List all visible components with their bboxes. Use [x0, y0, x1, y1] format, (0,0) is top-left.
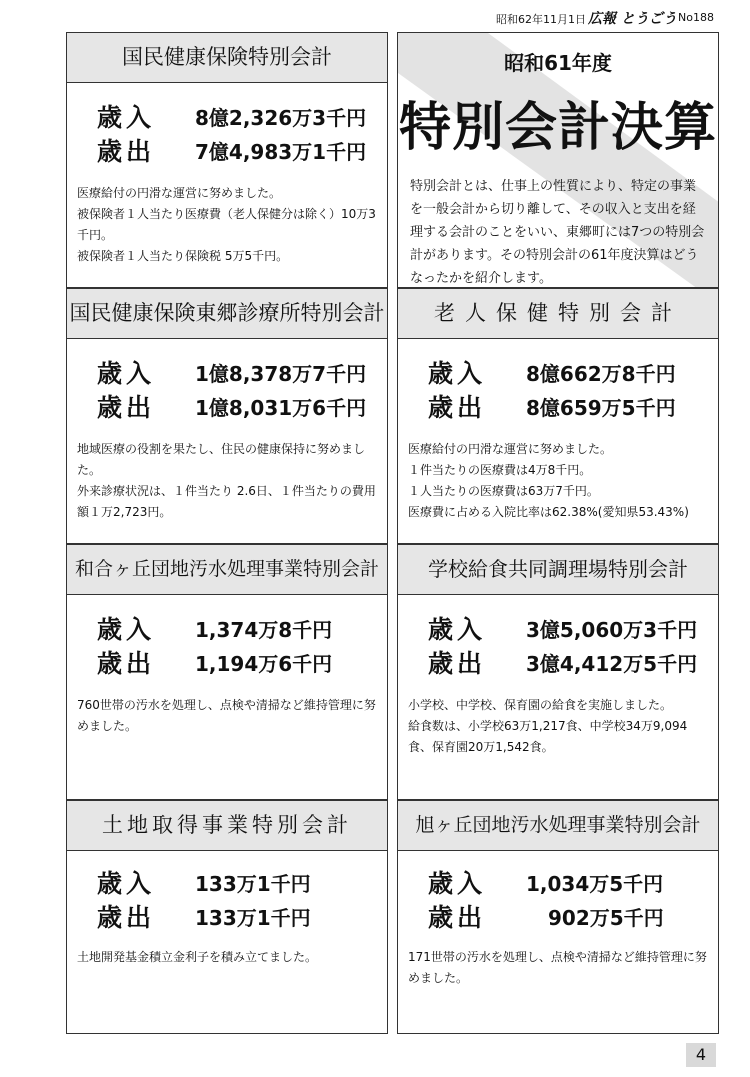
note: 外来診療状況は、１件当たり 2.6日、１件当たりの費用額１万2,723円。 — [77, 484, 376, 519]
account-title: 国民健康保険特別会計 — [67, 33, 387, 83]
note: 医療費に占める入院比率は62.38%(愛知県53.43%) — [408, 505, 689, 519]
revenue-label: 歳入 — [97, 869, 156, 898]
account-title: 旭ヶ丘団地汚水処理事業特別会計 — [398, 801, 718, 851]
account-notes — [77, 947, 377, 968]
revenue-amount: 133万1千円 — [195, 872, 311, 896]
feature-intro: 特別会計とは、仕事上の性質により、特定の事業を一般会計から切り離して、その収入と支出を経理する会計のことをいい、東郷町には7つの特別会計があります。その特別会計の61年度決算はどうなったかを紹介します。 — [410, 179, 705, 286]
publication-logo: 広報 とうごう — [588, 11, 677, 27]
account-notes — [408, 947, 708, 989]
expenditure-amount: 133万1千円 — [195, 906, 311, 930]
expenditure-amount: 3億4,412万5千円 — [526, 652, 698, 676]
note: 被保険者１人当たり保険税 5万5千円。 — [77, 249, 289, 263]
account-panel-national-health-insurance — [66, 32, 388, 288]
account-notes — [77, 183, 377, 267]
expenditure-label: 歳出 — [428, 649, 487, 678]
note: １人当たりの医療費は63万7千円。 — [408, 484, 599, 498]
revenue-label: 歳入 — [97, 615, 156, 644]
note: 土地開発基金積立金利子を積み立てました。 — [77, 950, 318, 964]
masthead — [470, 8, 735, 26]
expenditure-label: 歳出 — [428, 903, 487, 932]
revenue-label: 歳入 — [428, 869, 487, 898]
expenditure-amount: 902万5千円 — [548, 906, 664, 930]
expenditure-amount: 1億8,031万6千円 — [195, 396, 367, 420]
note: 給食数は、小学校63万1,217食、中学校34万9,094食、保育園20万1,542食。 — [408, 719, 688, 754]
revenue-amount: 8億662万8千円 — [526, 362, 676, 386]
account-title: 国民健康保険東郷診療所特別会計 — [67, 289, 387, 339]
revenue-amount: 1,374万8千円 — [195, 618, 333, 642]
issue-date: 昭和62年11月1日 — [496, 13, 586, 26]
account-panel-land-acquisition — [66, 800, 388, 1034]
account-title: 土地取得事業特別会計 — [67, 801, 387, 851]
account-panel-wagougaoka-sewage — [66, 544, 388, 800]
feature-box — [397, 32, 719, 288]
issue-number: No188 — [678, 11, 714, 24]
feature-title: 特別会計決算 — [398, 98, 717, 158]
account-title: 和合ヶ丘団地汚水処理事業特別会計 — [67, 545, 387, 595]
account-notes — [408, 439, 708, 523]
revenue-label: 歳入 — [428, 615, 487, 644]
revenue-amount: 8億2,326万3千円 — [195, 106, 367, 130]
note: 医療給付の円滑な運営に努めました。 — [408, 442, 613, 456]
expenditure-label: 歳出 — [97, 903, 156, 932]
note: 171世帯の汚水を処理し、点検や清掃など維持管理に努めました。 — [408, 950, 707, 985]
account-notes — [77, 695, 377, 737]
revenue-amount: 1,034万5千円 — [526, 872, 664, 896]
expenditure-amount: 8億659万5千円 — [526, 396, 676, 420]
account-notes — [408, 695, 708, 758]
feature-year: 昭和61年度 — [504, 51, 612, 75]
account-title: 老人保健特別会計 — [398, 289, 718, 339]
note: 被保険者１人当たり医療費（老人保健分は除く）10万3千円。 — [77, 207, 376, 242]
expenditure-amount: 7億4,983万1千円 — [195, 140, 367, 164]
revenue-amount: 1億8,378万7千円 — [195, 362, 367, 386]
account-panel-asahigaoka-sewage — [397, 800, 719, 1034]
account-title: 学校給食共同調理場特別会計 — [398, 545, 718, 595]
expenditure-label: 歳出 — [97, 649, 156, 678]
expenditure-label: 歳出 — [97, 393, 156, 422]
account-panel-school-lunch — [397, 544, 719, 800]
revenue-label: 歳入 — [97, 359, 156, 388]
account-notes — [77, 439, 377, 523]
account-panel-elderly-health — [397, 288, 719, 544]
revenue-label: 歳入 — [97, 103, 156, 132]
note: 760世帯の汚水を処理し、点検や清掃など維持管理に努めました。 — [77, 698, 376, 733]
page-number: 4 — [686, 1043, 716, 1067]
revenue-label: 歳入 — [428, 359, 487, 388]
expenditure-label: 歳出 — [428, 393, 487, 422]
revenue-amount: 3億5,060万3千円 — [526, 618, 698, 642]
expenditure-label: 歳出 — [97, 137, 156, 166]
note: 地域医療の役割を果たし、住民の健康保持に努めました。 — [77, 442, 366, 477]
note: 医療給付の円滑な運営に努めました。 — [77, 186, 282, 200]
note: １件当たりの医療費は4万8千円。 — [408, 463, 592, 477]
account-panel-togo-clinic — [66, 288, 388, 544]
expenditure-amount: 1,194万6千円 — [195, 652, 333, 676]
note: 小学校、中学校、保育園の給食を実施しました。 — [408, 698, 673, 712]
